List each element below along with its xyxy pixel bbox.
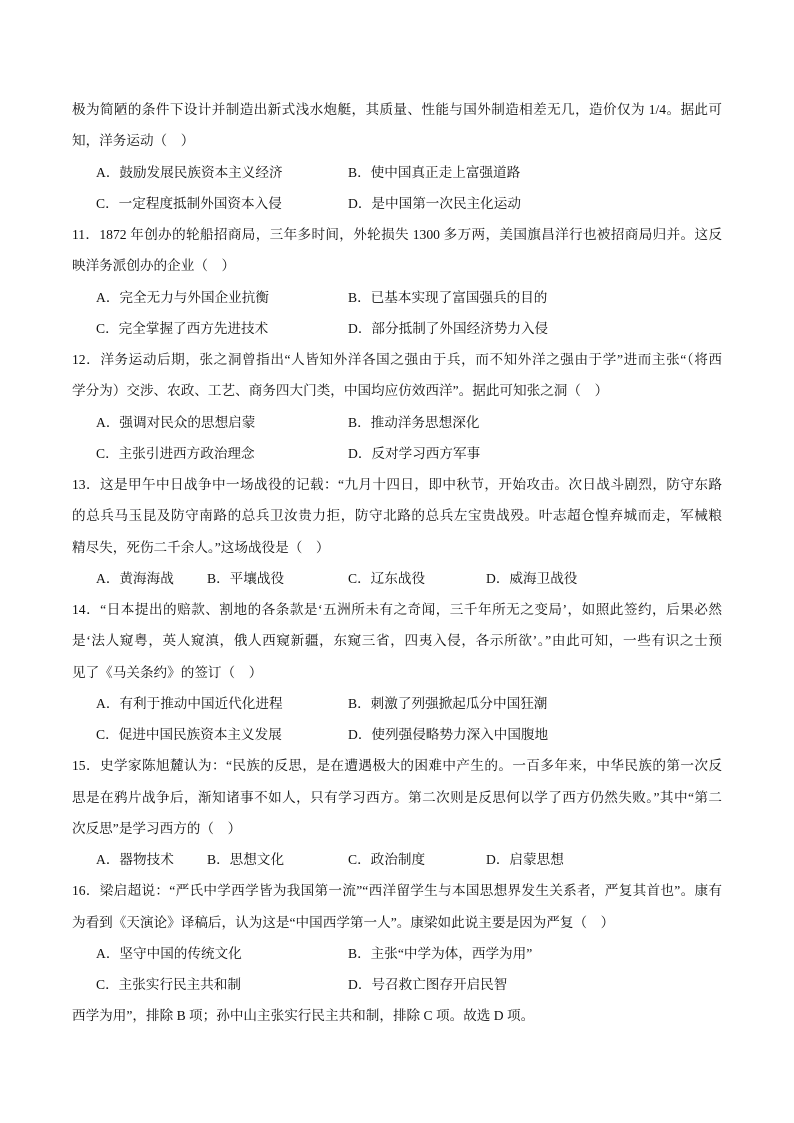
q10-stem-line-2: 知，洋务运动（ ）: [72, 133, 195, 149]
question-13: [72, 469, 722, 594]
q11-option-a: A．完全无力与外国企业抗衡: [96, 289, 269, 305]
q12-options-row-1: [72, 407, 722, 438]
q16-options-row-2: [72, 969, 722, 1000]
q16-option-b: B．主张“中学为体，西学为用”: [348, 945, 533, 961]
q13-option-b: B．平壤战役: [207, 570, 285, 586]
q16-stem-line-2: 为看到《天演论》译稿后，认为这是“中国西学第一人”。康梁如此说主要是因为严复（ ）: [72, 914, 615, 930]
q10-options-row-1: [72, 157, 722, 188]
question-12: [72, 344, 722, 469]
q10-option-d: D．是中国第一次民主化运动: [348, 195, 521, 211]
q10-stem-line-1: 极为简陋的条件下设计并制造出新式浅水炮艇，其质量、性能与国外制造相差无几，造价仅为 1/4。据此可: [72, 102, 722, 117]
q12-option-b: B．推动洋务思想深化: [348, 414, 480, 430]
q16-option-d: D．号召救亡图存开启民智: [348, 977, 508, 992]
q11-option-b: B．已基本实现了富国强兵的目的: [348, 289, 548, 305]
q15-stem-line-3: 次反思”是学习西方的（ ）: [72, 820, 242, 836]
question-15: [72, 750, 722, 875]
q11-option-d: D．部分抵制了外国经济势力入侵: [348, 320, 549, 336]
q13-stem-line-1: 13．这是甲午中日战争中一场战役的记载：“九月十四日，即中秋节，开始攻击。次日战斗剧烈，防守东路: [72, 477, 722, 492]
q14-stem-line-3: 见了《马关条约》的签订（ ）: [72, 664, 263, 680]
q13-stem-line-3: 精尽失，死伤二千余人。”这场战役是（ ）: [72, 539, 330, 555]
q11-options-row-2: [72, 313, 722, 344]
q12-option-d: D．反对学习西方军事: [348, 445, 481, 461]
question-10-continued: [72, 94, 722, 219]
q15-stem-line-2: 思是在鸦片战争后，渐知诸事不如人，只有学习西方。第二次则是反思何以学了西方仍然失败。”其中“第二: [72, 789, 722, 805]
trailing-answer-fragment: 西学为用”，排除 B 项；孙中山主张实行民主共和制，排除 C 项。故选 D 项。: [72, 1008, 535, 1024]
q11-options-row-1: [72, 282, 722, 313]
q15-option-c: C．政治制度: [348, 852, 426, 867]
q14-option-d: D．使列强侵略势力深入中国腹地: [348, 727, 549, 742]
q12-stem-line-1: 12．洋务运动后期，张之洞曾指出“人皆知外洋各国之强由于兵，而不知外洋之强由于学”进而主张“（将西: [72, 352, 722, 367]
q12-options-row-2: [72, 438, 722, 469]
q16-option-c: C．主张实行民主共和制: [96, 977, 242, 992]
q12-option-c: C．主张引进西方政治理念: [96, 445, 255, 461]
question-16: [72, 875, 722, 1000]
page-content: [72, 94, 722, 1032]
q12-option-a: A．强调对民众的思想启蒙: [96, 414, 256, 430]
q16-stem-line-1: 16．梁启超说：“严氏中学西学皆为我国第一流”“西洋留学生与本国思想界发生关系者，严复其首也”。康有: [72, 883, 722, 899]
q14-stem-line-1: 14．“日本提出的赔款、割地的各条款是‘五洲所未有之奇闻，三千年所无之变局’，如照此签约，后果必然: [72, 602, 722, 617]
question-11: [72, 219, 722, 344]
q12-stem-line-2: 学分为）交涉、农政、工艺、商务四大门类，中国均应仿效西洋”。据此可知张之洞（ ）: [72, 383, 609, 399]
q11-stem-line-1: 11．1872 年创办的轮船招商局，三年多时间，外轮损失 1300 多万两，美国旗昌洋行也被招商局归并。这反: [72, 227, 722, 242]
q10-option-c: C．一定程度抵制外国资本入侵: [96, 195, 282, 211]
q13-option-d: D．威海卫战役: [486, 570, 578, 586]
q14-options-row-2: [72, 719, 722, 750]
q14-option-c: C．促进中国民族资本主义发展: [96, 727, 282, 742]
q14-stem-line-2: 是‘法人窥粤，英人窥滇，俄人西窥新疆，东窥三省，四夷入侵，各示所欲’。”由此可知，一些有识之士预: [72, 633, 722, 649]
q13-stem-line-2: 的总兵马玉昆及防守南路的总兵卫汝贵力拒，防守北路的总兵左宝贵战殁。叶志超仓惶弃城而走，军械粮: [72, 508, 722, 524]
q14-option-b: B．刺激了列强掀起瓜分中国狂潮: [348, 695, 548, 711]
q16-options-row-1: [72, 938, 722, 969]
q10-option-b: B．使中国真正走上富强道路: [348, 164, 521, 180]
q11-stem-line-2: 映洋务派创办的企业（ ）: [72, 258, 236, 274]
q10-option-a: A．鼓励发展民族资本主义经济: [96, 164, 283, 180]
q15-options-row: [72, 844, 722, 875]
q16-option-a: A．坚守中国的传统文化: [96, 945, 242, 961]
q13-option-c: C．辽东战役: [348, 570, 426, 586]
q11-option-c: C．完全掌握了西方先进技术: [96, 320, 269, 336]
q14-option-a: A．有利于推动中国近代化进程: [96, 695, 283, 711]
q15-option-d: D．启蒙思想: [486, 852, 564, 867]
q15-stem-line-1: 15．史学家陈旭麓认为：“民族的反思，是在遭遇极大的困难中产生的。一百多年来，中华民族的第一次反: [72, 758, 722, 774]
q15-option-a: A．器物技术: [96, 852, 174, 867]
question-14: [72, 594, 722, 750]
q10-options-row-2: [72, 188, 722, 219]
q13-option-a: A．黄海海战: [96, 570, 174, 586]
q14-options-row-1: [72, 688, 722, 719]
q13-options-row: [72, 563, 722, 594]
q15-option-b: B．思想文化: [207, 852, 285, 867]
